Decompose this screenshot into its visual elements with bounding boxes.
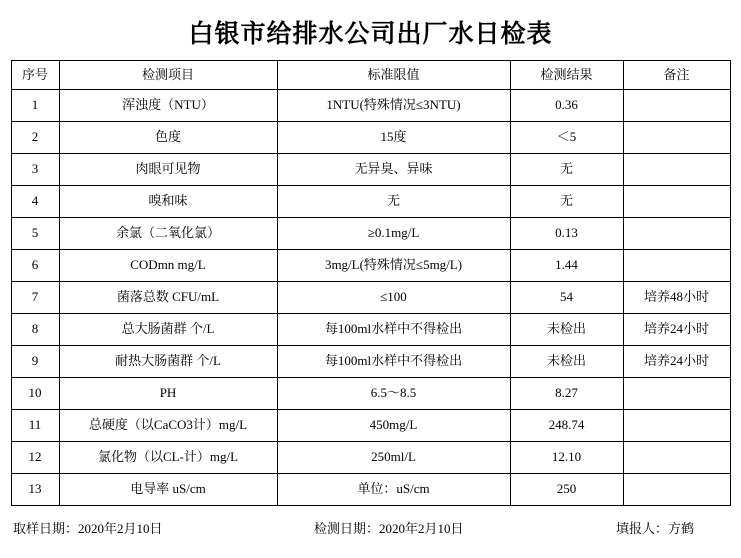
cell-no: 5: [11, 218, 59, 250]
cell-result: 未检出: [510, 314, 623, 346]
sampling-date: 取样日期：2020年2月10日: [13, 521, 163, 536]
cell-remark: [623, 154, 730, 186]
cell-remark: [623, 378, 730, 410]
cell-result: 250: [510, 474, 623, 506]
cell-item: 菌落总数 CFU/mL: [59, 282, 277, 314]
cell-remark: 培养24小时: [623, 346, 730, 378]
column-header-no: 序号: [11, 61, 59, 90]
cell-item: 嗅和味: [59, 186, 277, 218]
cell-item: 耐热大肠菌群 个/L: [59, 346, 277, 378]
column-header-result: 检测结果: [510, 61, 623, 90]
cell-no: 2: [11, 122, 59, 154]
cell-result: 未检出: [510, 346, 623, 378]
cell-limit: 450mg/L: [277, 410, 510, 442]
cell-result: ＜5: [510, 122, 623, 154]
cell-item: 总硬度（以CaCO3计）mg/L: [59, 410, 277, 442]
table-row: [11, 90, 730, 122]
cell-no: 10: [11, 378, 59, 410]
daily-inspection-table: [11, 60, 731, 506]
cell-remark: 培养24小时: [623, 314, 730, 346]
cell-item: 电导率 uS/cm: [59, 474, 277, 506]
cell-no: 13: [11, 474, 59, 506]
cell-item: 肉眼可见物: [59, 154, 277, 186]
cell-limit: 每100ml水样中不得检出: [277, 314, 510, 346]
test-date: 检测日期：2020年2月10日: [314, 521, 464, 536]
cell-limit: 6.5～8.5: [277, 378, 510, 410]
cell-result: 无: [510, 154, 623, 186]
footer: [11, 515, 730, 537]
cell-item: CODmn mg/L: [59, 250, 277, 282]
cell-no: 1: [11, 90, 59, 122]
cell-item: 浑浊度（NTU）: [59, 90, 277, 122]
cell-no: 9: [11, 346, 59, 378]
cell-remark: [623, 442, 730, 474]
cell-limit: 无异臭、异味: [277, 154, 510, 186]
table-row: [11, 314, 730, 346]
cell-result: 0.13: [510, 218, 623, 250]
table-row: [11, 410, 730, 442]
cell-limit: ≤100: [277, 282, 510, 314]
table-row: [11, 442, 730, 474]
cell-result: 无: [510, 186, 623, 218]
cell-limit: 无: [277, 186, 510, 218]
cell-result: 8.27: [510, 378, 623, 410]
table-row: [11, 154, 730, 186]
cell-limit: ≥0.1mg/L: [277, 218, 510, 250]
reporter: 填报人：方鹤: [616, 521, 695, 536]
cell-no: 4: [11, 186, 59, 218]
table-row: [11, 250, 730, 282]
cell-item: PH: [59, 378, 277, 410]
cell-remark: [623, 474, 730, 506]
cell-no: 8: [11, 314, 59, 346]
cell-limit: 15度: [277, 122, 510, 154]
cell-limit: 250ml/L: [277, 442, 510, 474]
cell-remark: 培养48小时: [623, 282, 730, 314]
table-row: [11, 186, 730, 218]
cell-item: 氯化物（以CL-计）mg/L: [59, 442, 277, 474]
table-row: [11, 474, 730, 506]
cell-limit: 每100ml水样中不得检出: [277, 346, 510, 378]
table-row: [11, 346, 730, 378]
cell-limit: 1NTU(特殊情况≤3NTU): [277, 90, 510, 122]
cell-no: 11: [11, 410, 59, 442]
cell-remark: [623, 250, 730, 282]
cell-result: 0.36: [510, 90, 623, 122]
table-header-row: [11, 61, 730, 90]
cell-result: 1.44: [510, 250, 623, 282]
cell-remark: [623, 90, 730, 122]
cell-result: 248.74: [510, 410, 623, 442]
column-header-limit: 标准限值: [277, 61, 510, 90]
table-row: [11, 282, 730, 314]
cell-remark: [623, 218, 730, 250]
column-header-remark: 备注: [623, 61, 730, 90]
cell-no: 7: [11, 282, 59, 314]
table-row: [11, 218, 730, 250]
cell-item: 色度: [59, 122, 277, 154]
cell-remark: [623, 186, 730, 218]
cell-remark: [623, 122, 730, 154]
cell-item: 总大肠菌群 个/L: [59, 314, 277, 346]
cell-item: 余氯（二氧化氯）: [59, 218, 277, 250]
table-row: [11, 122, 730, 154]
page-title: 白银市给排水公司出厂水日检表: [188, 21, 553, 48]
cell-remark: [623, 410, 730, 442]
cell-result: 12.10: [510, 442, 623, 474]
column-header-item: 检测项目: [59, 61, 277, 90]
cell-limit: 单位：uS/cm: [277, 474, 510, 506]
cell-no: 6: [11, 250, 59, 282]
cell-no: 12: [11, 442, 59, 474]
cell-no: 3: [11, 154, 59, 186]
table-row: [11, 378, 730, 410]
cell-limit: 3mg/L(特殊情况≤5mg/L): [277, 250, 510, 282]
cell-result: 54: [510, 282, 623, 314]
